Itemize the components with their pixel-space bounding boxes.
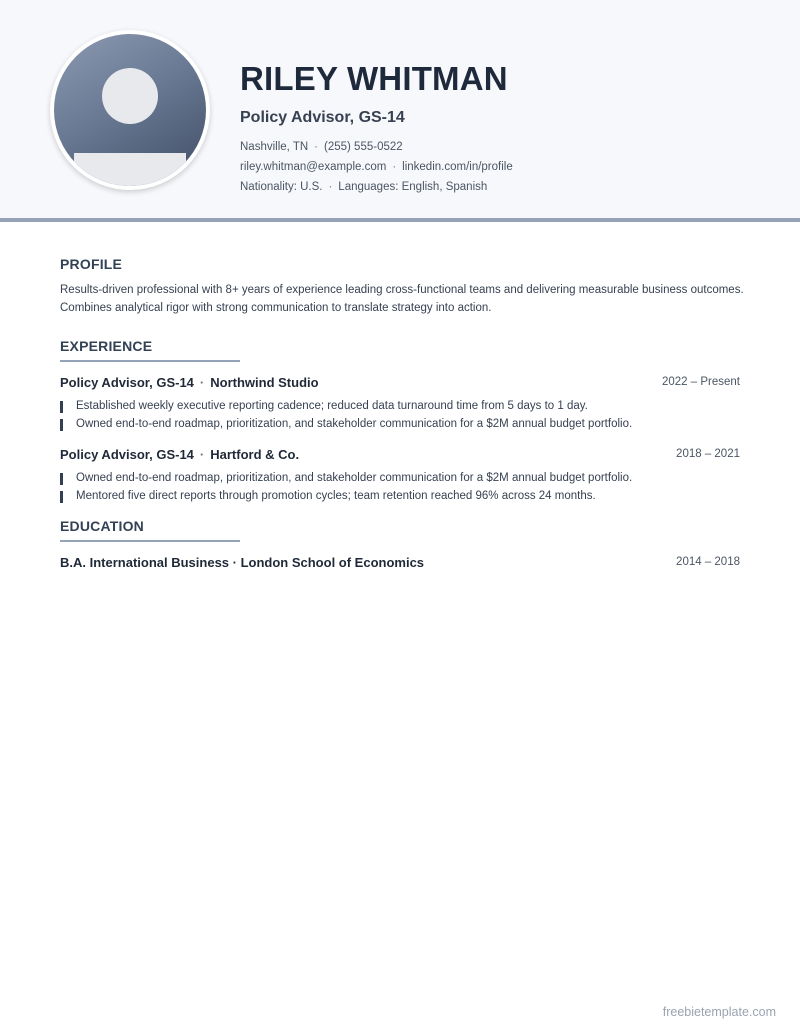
separator: ·: [314, 141, 319, 153]
job-dates: 2018 – 2021: [676, 448, 740, 460]
job-company: Northwind Studio: [210, 375, 319, 390]
job-bullet: Owned end-to-end roadmap, prioritization, and stakeholder communication for a $2M annual budget portfolio.: [60, 469, 632, 487]
avatar-placeholder-icon: [54, 34, 206, 186]
location-text: Nashville, TN: [240, 141, 309, 153]
job-company: Hartford & Co.: [210, 447, 300, 462]
languages-text: Languages: English, Spanish: [338, 181, 488, 193]
separator: ·: [392, 161, 397, 173]
resume-header: [0, 0, 800, 218]
avatar-body-shape: [74, 153, 186, 186]
email-link[interactable]: riley.whitman@example.com: [240, 161, 387, 173]
linkedin-link[interactable]: linkedin.com/in/profile: [402, 161, 513, 173]
header-divider: [0, 218, 800, 222]
education-underline: [60, 540, 240, 542]
avatar-head-shape: [102, 68, 158, 124]
footer-site-link[interactable]: freebietemplate.com: [662, 1005, 776, 1019]
job-role: Policy Advisor, GS-14: [60, 447, 194, 462]
job-header: [60, 447, 299, 462]
job-dates: 2022 – Present: [661, 376, 740, 388]
profile-heading: PROFILE: [60, 256, 123, 272]
job-bullet: Mentored five direct reports through promotion cycles; team retention reached 96% across 24 months.: [60, 487, 596, 505]
education-heading: EDUCATION: [60, 518, 144, 534]
job-bullet: Established weekly executive reporting cadence; reduced data turnaround time from 5 days to 1 day.: [60, 397, 588, 415]
experience-underline: [60, 360, 240, 362]
job-header: [60, 375, 319, 390]
education-entry: B.A. International Business · London School of Economics: [60, 555, 425, 570]
contact-line-nationality-languages: [240, 181, 487, 193]
contact-line-location-phone: [240, 141, 403, 153]
separator: ·: [199, 375, 205, 390]
education-dates: 2014 – 2018: [676, 556, 740, 568]
profile-summary: Results-driven professional with 8+ years of experience leading cross-functional teams and delivering measurable business outcomes. Combines analytical rigor with strong communication to translate strategy into action.: [60, 284, 744, 314]
avatar: [50, 30, 210, 190]
experience-heading: EXPERIENCE: [60, 338, 153, 354]
contact-line-email-linkedin: [240, 161, 513, 173]
separator: ·: [199, 447, 205, 462]
nationality-text: Nationality: U.S.: [240, 181, 323, 193]
phone-text: (255) 555-0522: [324, 141, 403, 153]
candidate-title: Policy Advisor, GS-14: [240, 109, 405, 126]
separator: ·: [328, 181, 333, 193]
job-bullet: Owned end-to-end roadmap, prioritization, and stakeholder communication for a $2M annual budget portfolio.: [60, 415, 632, 433]
job-role: Policy Advisor, GS-14: [60, 375, 194, 390]
candidate-name: RILEY WHITMAN: [240, 60, 508, 97]
